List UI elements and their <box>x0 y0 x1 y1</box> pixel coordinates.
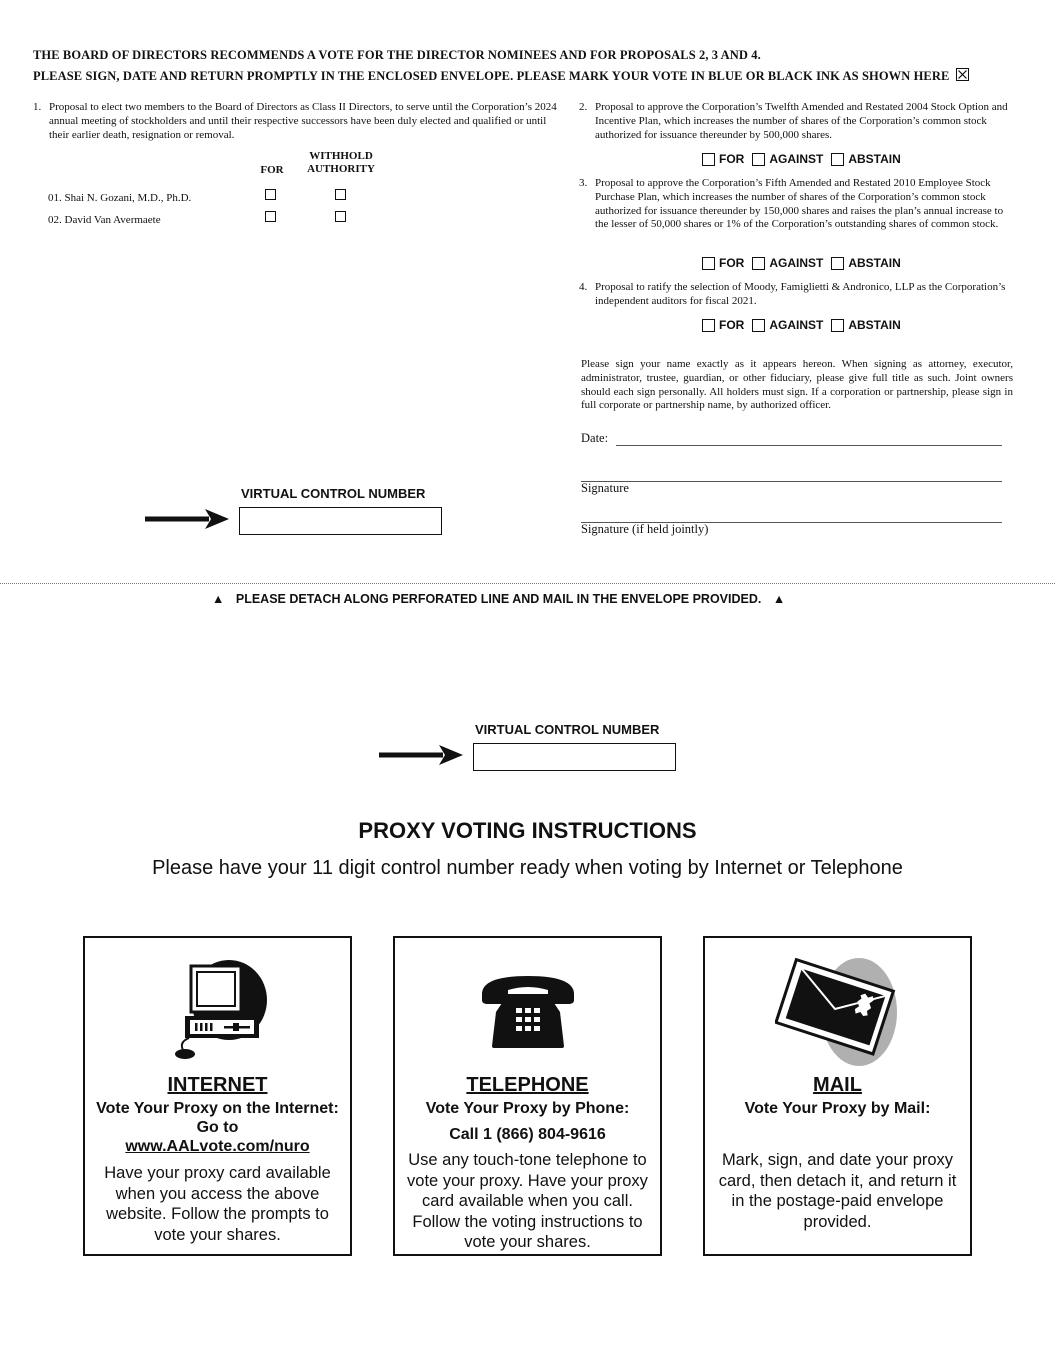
control-number-box-bottom[interactable] <box>473 743 676 771</box>
control-number-label-top: VIRTUAL CONTROL NUMBER <box>241 486 426 501</box>
telephone-body: Use any touch-tone telephone to vote your proxy. Have your proxy card available when you call. Follow the voting instructions to vote your shares. <box>407 1151 648 1251</box>
internet-body: Have your proxy card available when you access the above website. Follow the prompts to vote your shares. <box>104 1164 331 1244</box>
date-label: Date: <box>581 431 609 445</box>
detach-text: PLEASE DETACH ALONG PERFORATED LINE AND MAIL IN THE ENVELOPE PROVIDED. <box>235 592 762 606</box>
proposal-3-for-checkbox[interactable] <box>702 257 715 270</box>
computer-icon <box>169 958 269 1060</box>
date-field[interactable] <box>616 445 1002 446</box>
proposal-2 <box>579 101 1015 142</box>
arrow-right-icon <box>145 508 229 530</box>
perforated-line <box>0 583 1055 584</box>
proposal-4-number: 4. <box>579 281 588 293</box>
proposal-3-abstain-label: ABSTAIN <box>848 256 901 270</box>
mail-envelope-icon <box>775 954 903 1066</box>
control-number-box-top[interactable] <box>239 507 442 535</box>
board-recommendation: THE BOARD OF DIRECTORS RECOMMENDS A VOTE FOR THE DIRECTOR NOMINEES AND FOR PROPOSALS 2, 3 AND 4. <box>33 48 761 62</box>
triangle-up-icon: ▲ <box>772 592 786 606</box>
internet-subheading: Vote Your Proxy on the Internet: <box>96 1100 339 1117</box>
signature-label: Signature <box>581 481 629 495</box>
proposal-4-abstain-label: ABSTAIN <box>848 318 901 332</box>
proposal-3-text: Proposal to approve the Corporation’s Fifth Amended and Restated 2010 Employee Stock Purchase Plan, which increases the number of shares of the Corporation’s common stock authorized for issuance thereunder by 150,000 shares and raises the plan’s annual increase to the lesser of 50,000 shares or 1% of the Corporation’s outstanding shares of common stock. <box>595 177 1004 231</box>
instructions-title: PROXY VOTING INSTRUCTIONS <box>358 818 697 843</box>
proposal-3-for-label: FOR <box>719 256 745 270</box>
nominee-2-for-checkbox[interactable] <box>265 211 276 222</box>
proposal-3-number: 3. <box>579 177 588 189</box>
telephone-number: Call 1 (866) 804-9616 <box>449 1126 606 1143</box>
col-header-for: FOR <box>260 164 284 176</box>
marked-example-icon <box>956 68 969 81</box>
proposal-3-against-checkbox[interactable] <box>752 257 765 270</box>
proposal-4-for-label: FOR <box>719 318 745 332</box>
proposal-3-abstain-checkbox[interactable] <box>831 257 844 270</box>
proposal-3 <box>579 177 1015 232</box>
proposal-2-for-label: FOR <box>719 152 745 166</box>
proposal-2-options <box>702 152 909 166</box>
control-number-label-bottom: VIRTUAL CONTROL NUMBER <box>475 722 660 737</box>
proposal-4-against-checkbox[interactable] <box>752 319 765 332</box>
telephone-subheading: Vote Your Proxy by Phone: <box>425 1100 630 1117</box>
triangle-up-icon: ▲ <box>212 592 225 606</box>
mail-body: Mark, sign, and date your proxy card, then detach it, and return it in the postage-paid envelope provided. <box>718 1151 957 1231</box>
proposal-4 <box>579 281 1015 309</box>
nominee-1-withhold-checkbox[interactable] <box>335 189 346 200</box>
mail-subheading: Vote Your Proxy by Mail: <box>744 1100 931 1117</box>
proposal-2-number: 2. <box>579 101 588 113</box>
col-header-withhold: WITHHOLD AUTHORITY <box>307 150 375 175</box>
internet-card <box>83 936 352 1256</box>
sign-instructions-text: PLEASE SIGN, DATE AND RETURN PROMPTLY IN THE ENCLOSED ENVELOPE. PLEASE MARK YOUR VOTE IN BLUE OR BLACK INK AS SHOWN HERE <box>33 69 950 83</box>
telephone-heading: TELEPHONE <box>466 1074 589 1096</box>
proposal-4-text: Proposal to ratify the selection of Moody, Famiglietti & Andronico, LLP as the Corporation’s independent auditors for fiscal 2021. <box>595 281 1006 307</box>
sign-instructions <box>33 68 969 84</box>
proposal-2-against-label: AGAINST <box>769 152 824 166</box>
proposal-2-abstain-label: ABSTAIN <box>848 152 901 166</box>
internet-heading: INTERNET <box>167 1074 268 1096</box>
mail-card <box>703 936 972 1256</box>
internet-goto: Go to <box>196 1119 239 1136</box>
nominee-2-withhold-checkbox[interactable] <box>335 211 346 222</box>
proposal-3-options <box>702 256 909 270</box>
proposal-4-for-checkbox[interactable] <box>702 319 715 332</box>
nominee-2-label: 02. David Van Avermaete <box>48 214 161 226</box>
signature-field[interactable] <box>581 481 1002 482</box>
joint-signature-label: Signature (if held jointly) <box>581 522 709 536</box>
proposal-1 <box>33 101 558 142</box>
instructions-subtitle: Please have your 11 digit control number ready when voting by Internet or Telephone <box>152 857 903 879</box>
proposal-1-text: Proposal to elect two members to the Board of Directors as Class II Directors, to serve until the Corporation’s 2024 annual meeting of stockholders and until their respective successors have been duly elected and qualified or until their earlier death, resignation or removal. <box>49 101 557 141</box>
detach-instruction <box>212 592 785 606</box>
telephone-card <box>393 936 662 1256</box>
signature-instructions: Please sign your name exactly as it appears hereon. When signing as attorney, executor, administrator, trustee, guardian, or other fiduciary, please give full title as such. Joint owners should each sign personally. All holders must sign. If a corporation or partnership, please sign in full corporate or partnership name, by authorized officer. <box>581 358 1013 412</box>
proposal-4-abstain-checkbox[interactable] <box>831 319 844 332</box>
proposal-2-text: Proposal to approve the Corporation’s Twelfth Amended and Restated 2004 Stock Option and Incentive Plan, which increases the number of shares of the Corporation’s common stock authorized for issuance thereunder by 500,000 shares. <box>595 101 1008 141</box>
nominee-1-for-checkbox[interactable] <box>265 189 276 200</box>
proposal-4-options <box>702 318 909 332</box>
nominee-1-label: 01. Shai N. Gozani, M.D., Ph.D. <box>48 192 192 204</box>
proposal-3-against-label: AGAINST <box>769 256 824 270</box>
proposal-4-against-label: AGAINST <box>769 318 824 332</box>
proposal-2-against-checkbox[interactable] <box>752 153 765 166</box>
telephone-icon <box>478 972 578 1050</box>
mail-heading: MAIL <box>813 1074 862 1096</box>
arrow-right-icon <box>379 744 463 766</box>
proposal-1-number: 1. <box>33 101 42 113</box>
proposal-2-for-checkbox[interactable] <box>702 153 715 166</box>
proposal-2-abstain-checkbox[interactable] <box>831 153 844 166</box>
internet-url-link[interactable]: www.AALvote.com/nuro <box>125 1138 310 1155</box>
